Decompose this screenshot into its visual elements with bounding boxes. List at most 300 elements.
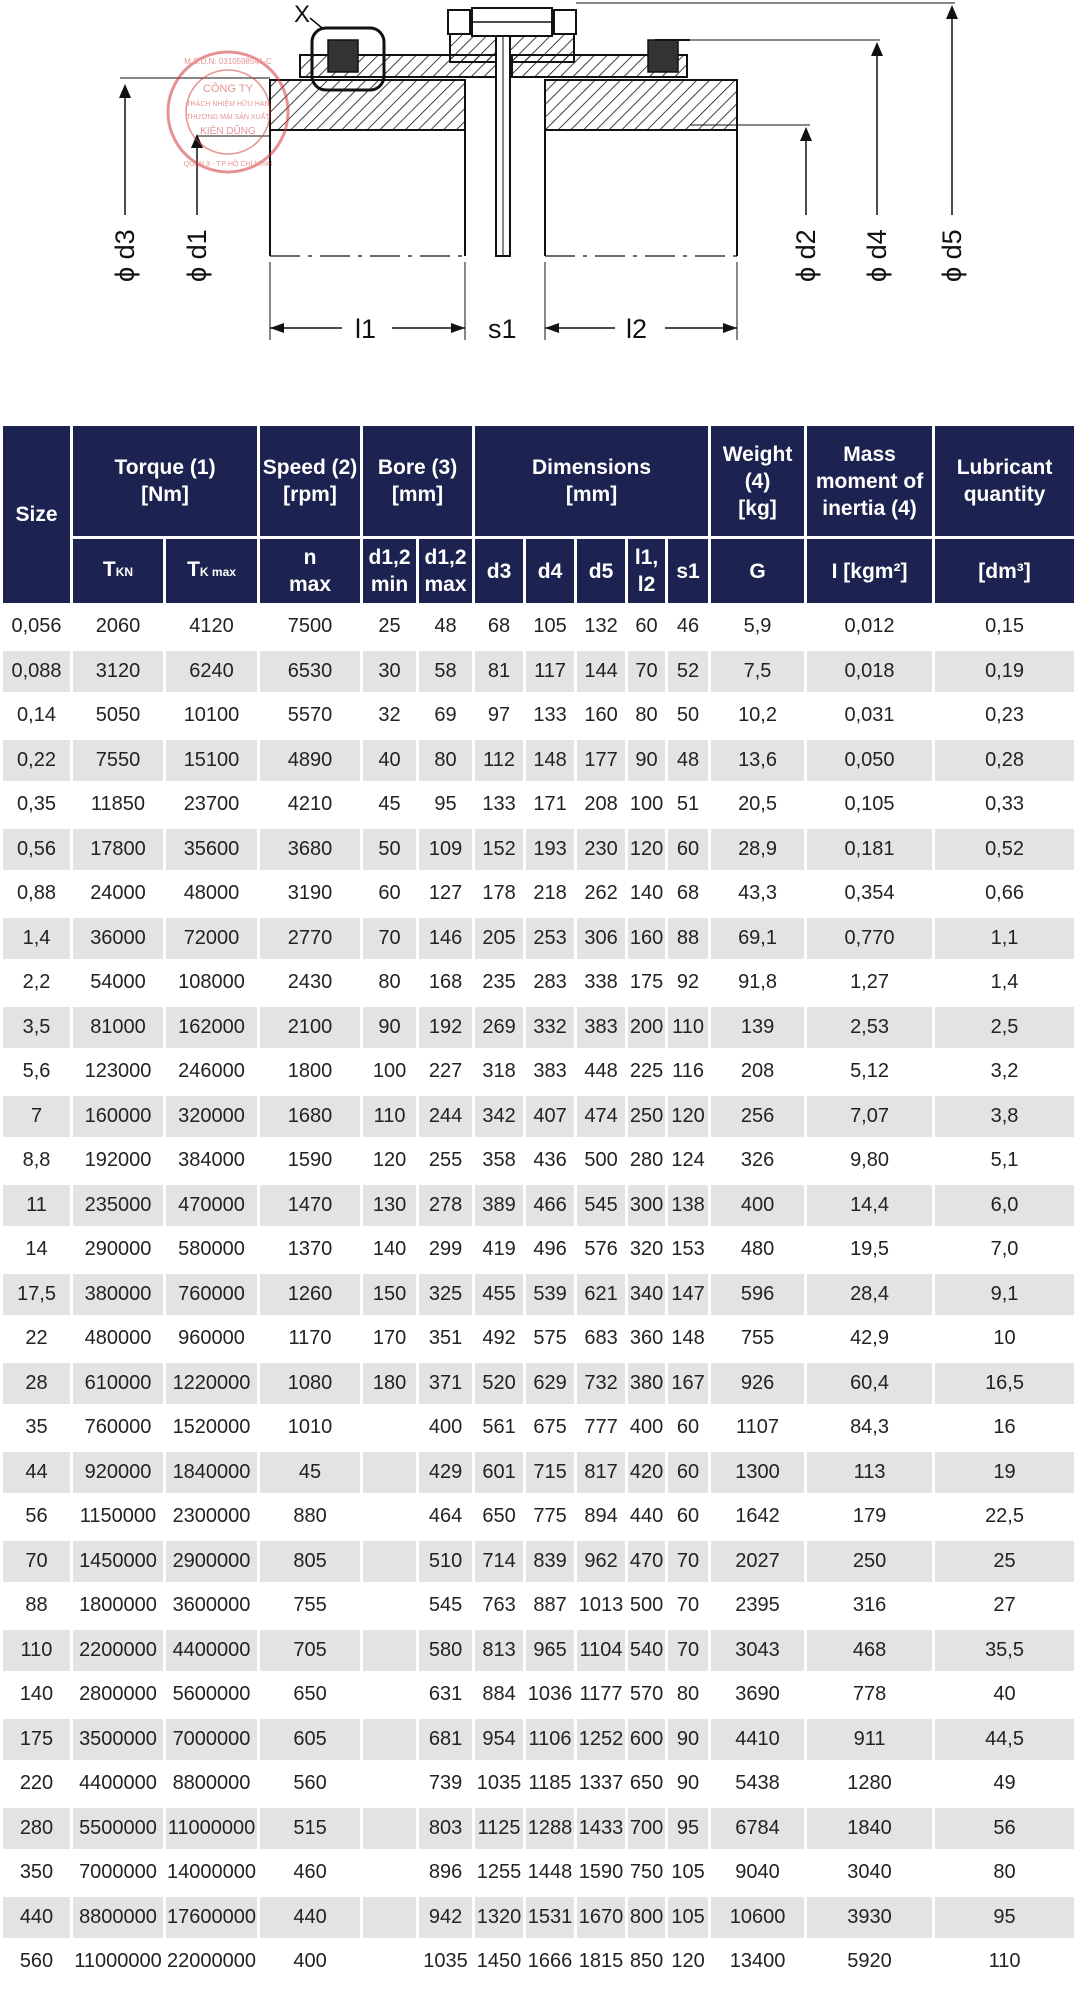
table-cell: 162000 [166, 1007, 260, 1052]
table-cell: 150 [363, 1274, 419, 1319]
table-cell: 496 [526, 1229, 577, 1274]
table-cell: 1185 [526, 1763, 577, 1808]
table-cell: 474 [577, 1096, 628, 1141]
table-cell: 235000 [73, 1185, 166, 1230]
table-row [3, 1941, 1077, 1986]
table-row [3, 1808, 1077, 1853]
table-cell: 7,5 [711, 651, 807, 696]
table-cell: 19,5 [807, 1229, 935, 1274]
table-row [3, 1051, 1077, 1096]
table-cell: 60 [668, 1407, 711, 1452]
right-seal [648, 40, 678, 72]
table-cell: 340 [628, 1274, 668, 1319]
table-cell: 962 [577, 1541, 628, 1586]
table-cell: 84,3 [807, 1407, 935, 1452]
table-cell: 894 [577, 1496, 628, 1541]
table-cell: 561 [475, 1407, 526, 1452]
table-cell: 1280 [807, 1763, 935, 1808]
table-cell: 1800000 [73, 1585, 166, 1630]
table-cell: 1125 [475, 1808, 526, 1853]
table-cell: 1150000 [73, 1496, 166, 1541]
table-cell: 45 [363, 784, 419, 829]
table-cell: 1080 [260, 1363, 363, 1408]
table-cell: 110 [668, 1007, 711, 1052]
table-cell: 160 [577, 695, 628, 740]
table-row [3, 1452, 1077, 1497]
table-cell: 839 [526, 1541, 577, 1586]
table-cell: 0,031 [807, 695, 935, 740]
table-cell: 97 [475, 695, 526, 740]
table-cell: 269 [475, 1007, 526, 1052]
table-cell: 629 [526, 1363, 577, 1408]
table-cell: 1450000 [73, 1541, 166, 1586]
table-cell: 5438 [711, 1763, 807, 1808]
table-cell: 389 [475, 1185, 526, 1230]
table-cell: 16 [935, 1407, 1077, 1452]
table-cell: 58 [419, 651, 475, 696]
table-cell: 2430 [260, 962, 363, 1007]
table-cell: 681 [419, 1719, 475, 1764]
table-cell: 600 [628, 1719, 668, 1764]
table-cell: 492 [475, 1318, 526, 1363]
table-cell: 1,27 [807, 962, 935, 1007]
table-cell: 60 [628, 606, 668, 651]
table-cell: 1840000 [166, 1452, 260, 1497]
table-cell: 218 [526, 873, 577, 918]
table-cell: 6,0 [935, 1185, 1077, 1230]
table-cell: 1590 [577, 1852, 628, 1897]
table-cell: 732 [577, 1363, 628, 1408]
table-cell: 113 [807, 1452, 935, 1497]
table-cell: 7 [3, 1096, 73, 1141]
table-cell: 470 [628, 1541, 668, 1586]
header-torque: Torque (1) [Nm] [73, 426, 260, 539]
table-cell: 139 [711, 1007, 807, 1052]
table-cell: 45 [260, 1452, 363, 1497]
table-cell: 32 [363, 695, 419, 740]
table-cell: 631 [419, 1674, 475, 1719]
table-cell: 42,9 [807, 1318, 935, 1363]
left-hub-section [270, 80, 465, 130]
table-cell: 0,33 [935, 784, 1077, 829]
table-cell: 7550 [73, 740, 166, 785]
table-cell: 230 [577, 829, 628, 874]
table-cell: 775 [526, 1496, 577, 1541]
table-cell: 2100 [260, 1007, 363, 1052]
table-cell: 1,1 [935, 918, 1077, 963]
svg-text:M.S.D.N: 0310598541-C: M.S.D.N: 0310598541-C [184, 57, 272, 66]
table-cell: 56 [935, 1808, 1077, 1853]
table-cell: 1642 [711, 1496, 807, 1541]
table-cell: 1107 [711, 1407, 807, 1452]
table-cell: 1300 [711, 1452, 807, 1497]
table-cell: 650 [475, 1496, 526, 1541]
table-row [3, 1541, 1077, 1586]
table-cell: 464 [419, 1496, 475, 1541]
table-cell: 683 [577, 1318, 628, 1363]
table-cell: 351 [419, 1318, 475, 1363]
table-cell: 246000 [166, 1051, 260, 1096]
table-cell: 35 [3, 1407, 73, 1452]
table-cell: 148 [526, 740, 577, 785]
table-cell: 147 [668, 1274, 711, 1319]
table-cell: 144 [577, 651, 628, 696]
svg-text:TRÁCH NHIỆM HỮU HẠN: TRÁCH NHIỆM HỮU HẠN [186, 101, 270, 108]
table-cell: 920000 [73, 1452, 166, 1497]
table-cell: 193 [526, 829, 577, 874]
table-cell: 0,770 [807, 918, 935, 963]
table-cell: 480 [711, 1229, 807, 1274]
table-cell: 133 [475, 784, 526, 829]
table-cell: 5,9 [711, 606, 807, 651]
table-cell: 760000 [73, 1407, 166, 1452]
table-cell [363, 1407, 419, 1452]
table-cell: 80 [363, 962, 419, 1007]
table-cell: 760000 [166, 1274, 260, 1319]
table-cell: 342 [475, 1096, 526, 1141]
table-cell: 371 [419, 1363, 475, 1408]
table-cell: 178 [475, 873, 526, 918]
table-row [3, 1318, 1077, 1363]
table-cell: 468 [807, 1630, 935, 1675]
table-cell: 127 [419, 873, 475, 918]
table-cell: 116 [668, 1051, 711, 1096]
header-speed: Speed (2) [rpm] [260, 426, 363, 539]
table-cell [363, 1808, 419, 1853]
table-cell: 316 [807, 1585, 935, 1630]
table-cell: 0,22 [3, 740, 73, 785]
table-cell: 560 [3, 1941, 73, 1986]
table-cell: 1800 [260, 1051, 363, 1096]
table-cell: 80 [668, 1674, 711, 1719]
table-cell: 896 [419, 1852, 475, 1897]
table-row [3, 873, 1077, 918]
table-cell: 105 [526, 606, 577, 651]
table-cell: 380000 [73, 1274, 166, 1319]
table-cell: 0,050 [807, 740, 935, 785]
table-cell: 576 [577, 1229, 628, 1274]
table-cell: 2300000 [166, 1496, 260, 1541]
table-cell: 1036 [526, 1674, 577, 1719]
table-row [3, 1007, 1077, 1052]
table-cell: 1288 [526, 1808, 577, 1853]
table-cell: 3690 [711, 1674, 807, 1719]
table-cell: 8800000 [73, 1897, 166, 1942]
table-cell: 90 [668, 1763, 711, 1808]
table-cell: 152 [475, 829, 526, 874]
table-cell: 1252 [577, 1719, 628, 1764]
table-cell: 52 [668, 651, 711, 696]
table-cell: 1815 [577, 1941, 628, 1986]
table-row [3, 1630, 1077, 1675]
table-cell: 778 [807, 1674, 935, 1719]
table-cell [363, 1585, 419, 1630]
table-cell: 510 [419, 1541, 475, 1586]
table-cell: 887 [526, 1585, 577, 1630]
table-cell: 540 [628, 1630, 668, 1675]
table-cell: 813 [475, 1630, 526, 1675]
table-cell: 95 [419, 784, 475, 829]
left-seal [328, 40, 358, 72]
table-cell: 72000 [166, 918, 260, 963]
table-cell: 1035 [475, 1763, 526, 1808]
label-d1: ϕ d1 [182, 229, 212, 282]
table-cell: 1337 [577, 1763, 628, 1808]
table-cell: 80 [935, 1852, 1077, 1897]
table-cell: 400 [260, 1941, 363, 1986]
table-cell: 24000 [73, 873, 166, 918]
table-cell: 817 [577, 1452, 628, 1497]
table-cell: 2770 [260, 918, 363, 963]
table-cell: 6784 [711, 1808, 807, 1853]
table-row [3, 1140, 1077, 1185]
table-row [3, 1496, 1077, 1541]
table-cell: 130 [363, 1185, 419, 1230]
table-cell [363, 1496, 419, 1541]
table-cell: 3500000 [73, 1719, 166, 1764]
table-cell: 3,2 [935, 1051, 1077, 1096]
table-cell: 6240 [166, 651, 260, 696]
table-cell: 120 [628, 829, 668, 874]
table-cell: 1840 [807, 1808, 935, 1853]
table-cell: 383 [577, 1007, 628, 1052]
table-row [3, 918, 1077, 963]
table-cell: 167 [668, 1363, 711, 1408]
table-cell: 400 [628, 1407, 668, 1452]
table-cell: 70 [668, 1630, 711, 1675]
table-cell: 90 [668, 1719, 711, 1764]
table-cell: 146 [419, 918, 475, 963]
table-cell: 2200000 [73, 1630, 166, 1675]
table-cell: 110 [363, 1096, 419, 1141]
table-cell: 650 [260, 1674, 363, 1719]
table-cell: 160000 [73, 1096, 166, 1141]
table-cell: 2395 [711, 1585, 807, 1630]
table-cell: 117 [526, 651, 577, 696]
table-row [3, 1363, 1077, 1408]
table-cell: 68 [475, 606, 526, 651]
table-cell: 11000000 [73, 1941, 166, 1986]
table-cell: 50 [363, 829, 419, 874]
table-cell: 262 [577, 873, 628, 918]
table-cell: 0,35 [3, 784, 73, 829]
table-cell: 60 [668, 1452, 711, 1497]
table-cell: 1220000 [166, 1363, 260, 1408]
svg-text:CÔNG TY: CÔNG TY [203, 83, 253, 95]
table-cell: 69 [419, 695, 475, 740]
table-cell: 112 [475, 740, 526, 785]
table-cell: 105 [668, 1852, 711, 1897]
table-cell: 54000 [73, 962, 166, 1007]
table-cell: 960000 [166, 1318, 260, 1363]
table-cell: 9,80 [807, 1140, 935, 1185]
table-cell: 227 [419, 1051, 475, 1096]
header-dimensions: Dimensions [mm] [475, 426, 711, 539]
table-cell [363, 1719, 419, 1764]
table-cell: 46 [668, 606, 711, 651]
table-cell: 2,53 [807, 1007, 935, 1052]
table-cell: 675 [526, 1407, 577, 1452]
table-cell: 350 [3, 1852, 73, 1897]
table-cell: 560 [260, 1763, 363, 1808]
label-s1: s1 [488, 314, 517, 344]
table-cell: 6530 [260, 651, 363, 696]
table-cell: 177 [577, 740, 628, 785]
detail-x-label: X [294, 1, 311, 28]
table-cell: 250 [807, 1541, 935, 1586]
table-cell: 332 [526, 1007, 577, 1052]
table-row [3, 1897, 1077, 1942]
table-cell: 17600000 [166, 1897, 260, 1942]
subheader-lub-unit: [dm³] [935, 539, 1077, 606]
table-row [3, 695, 1077, 740]
table-cell: 80 [419, 740, 475, 785]
table-cell: 1255 [475, 1852, 526, 1897]
table-cell: 384000 [166, 1140, 260, 1185]
table-cell: 60,4 [807, 1363, 935, 1408]
table-cell: 90 [363, 1007, 419, 1052]
table-cell: 448 [577, 1051, 628, 1096]
table-cell: 650 [628, 1763, 668, 1808]
header-size: Size [3, 426, 73, 606]
subheader-d3: d3 [475, 539, 526, 606]
table-cell: 326 [711, 1140, 807, 1185]
table-row [3, 1852, 1077, 1897]
label-l1: l1 [355, 314, 377, 344]
table-cell: 0,88 [3, 873, 73, 918]
table-cell: 15100 [166, 740, 260, 785]
table-cell: 596 [711, 1274, 807, 1319]
table-cell: 105 [668, 1897, 711, 1942]
table-cell: 100 [628, 784, 668, 829]
table-cell: 3,5 [3, 1007, 73, 1052]
table-cell [363, 1541, 419, 1586]
table-cell: 755 [260, 1585, 363, 1630]
table-cell: 1666 [526, 1941, 577, 1986]
table-cell: 283 [526, 962, 577, 1007]
table-cell: 1,4 [935, 962, 1077, 1007]
table-cell: 2800000 [73, 1674, 166, 1719]
table-cell: 88 [668, 918, 711, 963]
table-cell: 179 [807, 1496, 935, 1541]
table-cell: 2,5 [935, 1007, 1077, 1052]
table-cell: 318 [475, 1051, 526, 1096]
table-cell: 140 [363, 1229, 419, 1274]
table-cell [363, 1897, 419, 1942]
table-cell: 5050 [73, 695, 166, 740]
table-cell: 30 [363, 651, 419, 696]
table-cell: 100 [363, 1051, 419, 1096]
table-cell: 420 [628, 1452, 668, 1497]
table-cell: 256 [711, 1096, 807, 1141]
table-cell: 109 [419, 829, 475, 874]
subheader-nmax: n max [260, 539, 363, 606]
svg-text:KIÊN DŨNG: KIÊN DŨNG [200, 126, 256, 137]
table-cell: 28 [3, 1363, 73, 1408]
table-cell: 110 [935, 1941, 1077, 1986]
table-cell: 192 [419, 1007, 475, 1052]
company-seal-stamp [168, 52, 288, 172]
table-cell: 120 [668, 1096, 711, 1141]
header-weight: Weight (4) [kg] [711, 426, 807, 539]
table-cell: 300 [628, 1185, 668, 1230]
table-cell: 44 [3, 1452, 73, 1497]
table-cell: 22,5 [935, 1496, 1077, 1541]
table-row [3, 962, 1077, 1007]
table-cell: 580 [419, 1630, 475, 1675]
table-cell: 380 [628, 1363, 668, 1408]
table-cell: 436 [526, 1140, 577, 1185]
table-cell: 0,19 [935, 651, 1077, 696]
table-cell: 5,12 [807, 1051, 935, 1096]
table-cell: 3680 [260, 829, 363, 874]
table-cell: 20,5 [711, 784, 807, 829]
table-row [3, 1407, 1077, 1452]
table-cell: 27 [935, 1585, 1077, 1630]
table-cell: 168 [419, 962, 475, 1007]
table-cell: 8800000 [166, 1763, 260, 1808]
table-cell: 244 [419, 1096, 475, 1141]
table-cell: 714 [475, 1541, 526, 1586]
table-row [3, 1674, 1077, 1719]
table-cell: 192000 [73, 1140, 166, 1185]
table-cell: 800 [628, 1897, 668, 1942]
table-cell: 7500 [260, 606, 363, 651]
table-cell: 965 [526, 1630, 577, 1675]
table-row [3, 1229, 1077, 1274]
table-cell: 5500000 [73, 1808, 166, 1853]
table-cell: 1520000 [166, 1407, 260, 1452]
table-cell: 120 [363, 1140, 419, 1185]
table-cell: 0,23 [935, 695, 1077, 740]
table-cell: 1370 [260, 1229, 363, 1274]
table-cell: 14,4 [807, 1185, 935, 1230]
table-cell: 175 [3, 1719, 73, 1764]
table-cell: 803 [419, 1808, 475, 1853]
table-cell: 138 [668, 1185, 711, 1230]
table-cell: 455 [475, 1274, 526, 1319]
table-cell: 10100 [166, 695, 260, 740]
table-cell: 739 [419, 1763, 475, 1808]
table-cell: 23700 [166, 784, 260, 829]
table-cell: 88 [3, 1585, 73, 1630]
svg-text:THƯƠNG MẠI SẢN XUẤT: THƯƠNG MẠI SẢN XUẤT [186, 114, 270, 121]
table-cell: 49 [935, 1763, 1077, 1808]
table-cell: 11000000 [166, 1808, 260, 1853]
table-cell: 17800 [73, 829, 166, 874]
table-cell: 70 [668, 1541, 711, 1586]
table-cell: 70 [3, 1541, 73, 1586]
table-cell: 17,5 [3, 1274, 73, 1319]
table-cell: 0,15 [935, 606, 1077, 651]
table-cell: 278 [419, 1185, 475, 1230]
table-body [3, 606, 1077, 1986]
table-cell: 0,28 [935, 740, 1077, 785]
table-cell: 14 [3, 1229, 73, 1274]
table-cell: 605 [260, 1719, 363, 1764]
table-cell: 0,018 [807, 651, 935, 696]
table-cell: 777 [577, 1407, 628, 1452]
table-cell: 460 [260, 1852, 363, 1897]
table-cell: 4410 [711, 1719, 807, 1764]
table-cell: 320000 [166, 1096, 260, 1141]
table-cell [363, 1630, 419, 1675]
table-cell: 8,8 [3, 1140, 73, 1185]
coupling-technical-drawing [0, 0, 1080, 360]
table-cell: 225 [628, 1051, 668, 1096]
table-cell: 95 [935, 1897, 1077, 1942]
table-cell: 3,8 [935, 1096, 1077, 1141]
